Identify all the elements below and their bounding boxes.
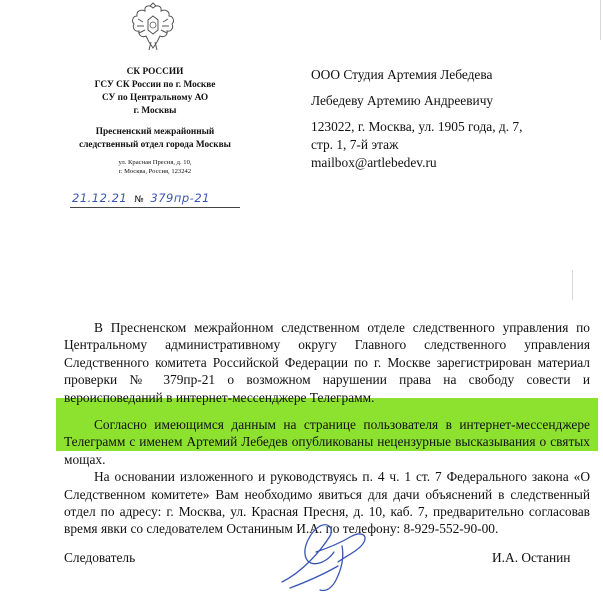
recipient-company: ООО Студия Артемия Лебедева (311, 67, 493, 82)
registration-number-sign: № (134, 195, 145, 205)
sender-address (70, 158, 240, 176)
body-paragraph: На основании изложенного и руководствуясь п. 4 ч. 1 ст. 7 Федерального закона «О Следственном комитете» Вам необходимо явиться для дачи объяснений в следственный отдел по адресу: г. Москва, ул. Красная Пресня, д. 10, каб. 7, предварительно согласовав время явки со следователем Останиным И.А. по телефону: 8-929-552-90-00. (64, 469, 590, 537)
sender-line: СУ по Центральному АО (101, 93, 209, 103)
signer-position: Следователь (64, 550, 136, 565)
sender-department-line: следственный отдел города Москвы (79, 140, 231, 150)
recipient-address-line: 123022, г. Москва, ул. 1905 года, д. 7, (311, 119, 523, 134)
recipient-block (311, 66, 591, 172)
recipient-person: Лебедеву Артемию Андреевичу (311, 93, 494, 108)
recipient-address-line: стр. 1, 7-й этаж (311, 137, 399, 152)
body-paragraph: В Пресненском межрайонном следственном отделе следственного управления по Центральному административному округу Главного следственного управления Следственного комитета Российской Федерации по г. Москве зарегистрирован материал проверки № 379пр-21 о возможном нарушении права на свободу совести и вероисповеданий в интернет-мессенджере Телеграмм. (64, 320, 590, 405)
sender-block (70, 66, 240, 176)
coat-of-arms-icon (128, 2, 178, 54)
sender-line: СК РОССИИ (126, 67, 184, 77)
registration-number: 379пр-21 (150, 191, 210, 205)
highlighted-paragraph: Согласно имеющимся данным на странице пользователя в интернет-мессенджере Телеграмм с именем Артемий Лебедев опубликованы нецензурные высказывания о святых мощах. (64, 417, 590, 467)
registration-line (70, 191, 240, 208)
recipient-email: mailbox@artlebedev.ru (311, 155, 437, 170)
handwritten-signature-icon (272, 512, 382, 596)
scan-edge-mark (572, 270, 573, 300)
sender-line: г. Москвы (133, 106, 177, 116)
sender-address-line: г. Москва, Россия, 123242 (118, 168, 192, 175)
registration-date: 21.12.21 (72, 191, 128, 205)
signer-name: И.А. Останин (492, 550, 571, 565)
sender-address-line: ул. Красная Пресня, д. 10, (118, 159, 192, 166)
letter-body (64, 319, 590, 538)
scan-edge-mark (600, 0, 601, 40)
sender-line: ГСУ СК России по г. Москве (94, 80, 216, 90)
sender-department-line: Пресненский межрайонный (95, 127, 215, 137)
